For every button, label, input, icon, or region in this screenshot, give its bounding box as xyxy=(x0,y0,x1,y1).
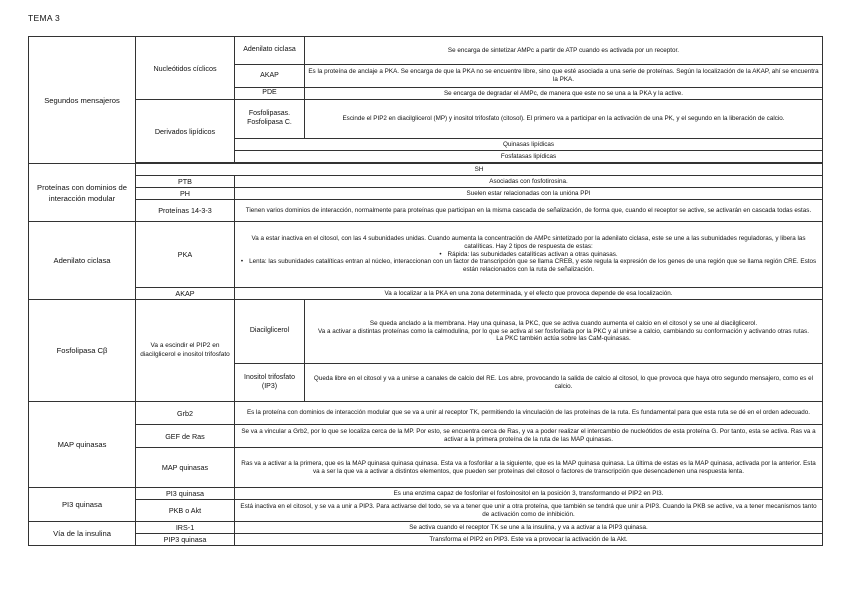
category-segundos-mensajeros: Segundos mensajeros xyxy=(29,37,136,164)
table-row xyxy=(29,188,823,200)
subcategory-escindir-pip2: Va a escindir el PIP2 en diacilglicerol e inositol trifosfato xyxy=(136,300,235,402)
item-name: MAP quinasas xyxy=(136,448,235,488)
pka-text: Va a estar inactiva en el citosol, con las 4 subunidades unidas. Cuando aumenta la concentración de AMPc sintetizado por la adenilato ciclasa, este se une a las subunidades reguladoras, y libera las catalíticas. Hay 2 tipos de respuesta de estas: xyxy=(251,234,806,250)
item-name: AKAP xyxy=(136,288,235,300)
pka-response-list xyxy=(238,251,819,275)
table-row xyxy=(29,200,823,222)
item-description: Queda libre en el citosol y va a unirse a canales de calcio del RE. Los abre, provocando la salida de calcio al citosol, lo que provoca que haya otro segundo mensajero, como es el calcio. xyxy=(305,364,823,402)
item-description xyxy=(235,222,823,288)
document-title: TEMA 3 xyxy=(28,13,61,23)
item-name: PKB o Akt xyxy=(136,500,235,522)
item-description: Ras va a activar a la primera, que es la MAP quinasa quinasa quinasa. Esta va a fosforilar a la siguiente, que es la MAP quinasa quinasa. La última de estas es la MAP quinasa, activada por la anterior. Esta va a ser la que va a activar a distintos elementos, que pueden ser proteínas del citosol o factores de transcripción que desencadenen una respuesta lenta. xyxy=(235,448,823,488)
item-name: GEF de Ras xyxy=(136,425,235,448)
table-row xyxy=(29,500,823,522)
category-proteinas-dominios: Proteínas con dominios de interacción modular xyxy=(29,164,136,222)
item-name: PIP3 quinasa xyxy=(136,534,235,546)
table-row xyxy=(29,164,823,176)
diacil-p2: Va a activar a distintas proteínas como la calmodulina, por lo que se activa al ser fosforilada por la PKC y al unirse a calcio, cambiando su conformación y activando otras rutas. xyxy=(318,327,809,335)
table-row xyxy=(29,448,823,488)
item-description: Escinde el PIP2 en diacilglicerol (MP) y inositol trifosfato (citosol). El primero va a participar en la activación de una PK, y el segundo en la liberación de calcio. xyxy=(305,100,823,139)
item-description: Se va a vincular a Grb2, por lo que se localiza cerca de la MP. Por esto, se encuentra cerca de Ras, y va a poder realizar el intercambio de nucleótidos de esta proteína G. Por tanto, esta se activa. Ras va a activar a la primera proteína de la ruta de las MAP quinasas. xyxy=(235,425,823,448)
list-item: • Rápida: las subunidades catalíticas activan a otras quinasas. xyxy=(238,251,819,259)
table-row xyxy=(29,402,823,425)
item-description xyxy=(305,300,823,364)
item-name: Adenilato ciclasa xyxy=(235,37,305,65)
item-name: Fosfolipasas. Fosfolipasa C. xyxy=(235,100,305,139)
table-row xyxy=(29,534,823,546)
category-map-quinasas: MAP quinasas xyxy=(29,402,136,488)
table-row xyxy=(29,288,823,300)
item-description: Es la proteína de anclaje a PKA. Se encarga de que la PKA no se encuentre libre, sino que esté asociada a una serie de proteínas. Según la localización de la AKAP, ahí se encuentra la PKA. xyxy=(305,65,823,88)
diacil-p3: La PKC también actúa sobre las CaM-quinasas. xyxy=(496,335,631,343)
category-pi3-quinasa: PI3 quinasa xyxy=(29,488,136,522)
item-description: Asociadas con fosfotirosina. xyxy=(235,176,823,188)
item-name: Proteínas 14-3-3 xyxy=(136,200,235,222)
list-item: • Lenta: las subunidades catalíticas entran al núcleo, interaccionan con un factor de transcripción que se llama CREB, y este regula la expresión de los genes de una región que se llama región CRE. Estos están relacionados con la ruta de señalización. xyxy=(238,258,819,274)
item-name: Inositol trifosfato (IP3) xyxy=(235,364,305,402)
table-row xyxy=(29,222,823,288)
item-sh: SH xyxy=(136,164,823,176)
item-description: Suelen estar relacionadas con la unióna PPI xyxy=(235,188,823,200)
table-row xyxy=(29,176,823,188)
category-via-insulina: Vía de la insulina xyxy=(29,522,136,546)
item-name: AKAP xyxy=(235,65,305,88)
item-description: Está inactiva en el citosol, y se va a unir a PIP3. Para activarse del todo, se va a tener que unir a otra proteína, que también se tendrá que unir a PIP3. Cuando la PKB se active, va a tener mecanismos tanto de activación como de inhibición. xyxy=(235,500,823,522)
category-fosfolipasa-cb: Fosfolipasa Cβ xyxy=(29,300,136,402)
item-quinasas-lipidicas: Quinasas lipídicas xyxy=(235,139,823,151)
diacil-p1: Se queda anclado a la membrana. Hay una quinasa, la PKC, que se activa cuando aumenta el calcio en el citosol y se une al diacilglicerol. xyxy=(369,319,758,327)
table-row xyxy=(29,37,823,65)
item-name: IRS-1 xyxy=(136,522,235,534)
item-name: PTB xyxy=(136,176,235,188)
item-description: Es la proteína con dominios de interacción modular que se va a unir al receptor TK, permitiendo la vinculación de las proteínas de la ruta. Es fundamental para que esta ruta se dé en el orden adecuado. xyxy=(235,402,823,425)
item-description: Se activa cuando el receptor TK se une a la insulina, y va a activar a la PIP3 quinasa. xyxy=(235,522,823,534)
item-name: PKA xyxy=(136,222,235,288)
table-row xyxy=(29,300,823,364)
item-description: Es una enzima capaz de fosforilar el fosfoinositol en la posición 3, transformando el PIP2 en PI3. xyxy=(235,488,823,500)
item-description: Se encarga de degradar el AMPc, de manera que este no se una a la PKA y la active. xyxy=(305,88,823,100)
table-row xyxy=(29,522,823,534)
table-row xyxy=(29,425,823,448)
summary-table xyxy=(28,36,823,546)
item-name: PH xyxy=(136,188,235,200)
category-adenilato-ciclasa: Adenilato ciclasa xyxy=(29,222,136,300)
item-description: Transforma el PIP2 en PIP3. Este va a provocar la activación de la Akt. xyxy=(235,534,823,546)
item-name: PI3 quinasa xyxy=(136,488,235,500)
item-fosfatasas-lipidicas: Fosfatasas lipídicas xyxy=(235,151,823,163)
item-description: Va a localizar a la PKA en una zona determinada, y el efecto que provoca depende de esa localización. xyxy=(235,288,823,300)
item-description: Se encarga de sintetizar AMPc a partir de ATP cuando es activada por un receptor. xyxy=(305,37,823,65)
table-row xyxy=(29,488,823,500)
subcategory-derivados-lipidicos: Derivados lipídicos xyxy=(136,100,235,163)
item-name: Diacilglicerol xyxy=(235,300,305,364)
table-row xyxy=(29,100,823,139)
item-description: Tienen varios dominios de interacción, normalmente para proteínas que participan en la misma cascada de señalización, de forma que, cuando el receptor se active, se activarán en cascada todas estas. xyxy=(235,200,823,222)
item-name: Grb2 xyxy=(136,402,235,425)
subcategory-nucleotidos-ciclicos: Nucleótidos cíclicos xyxy=(136,37,235,100)
item-name: PDE xyxy=(235,88,305,100)
